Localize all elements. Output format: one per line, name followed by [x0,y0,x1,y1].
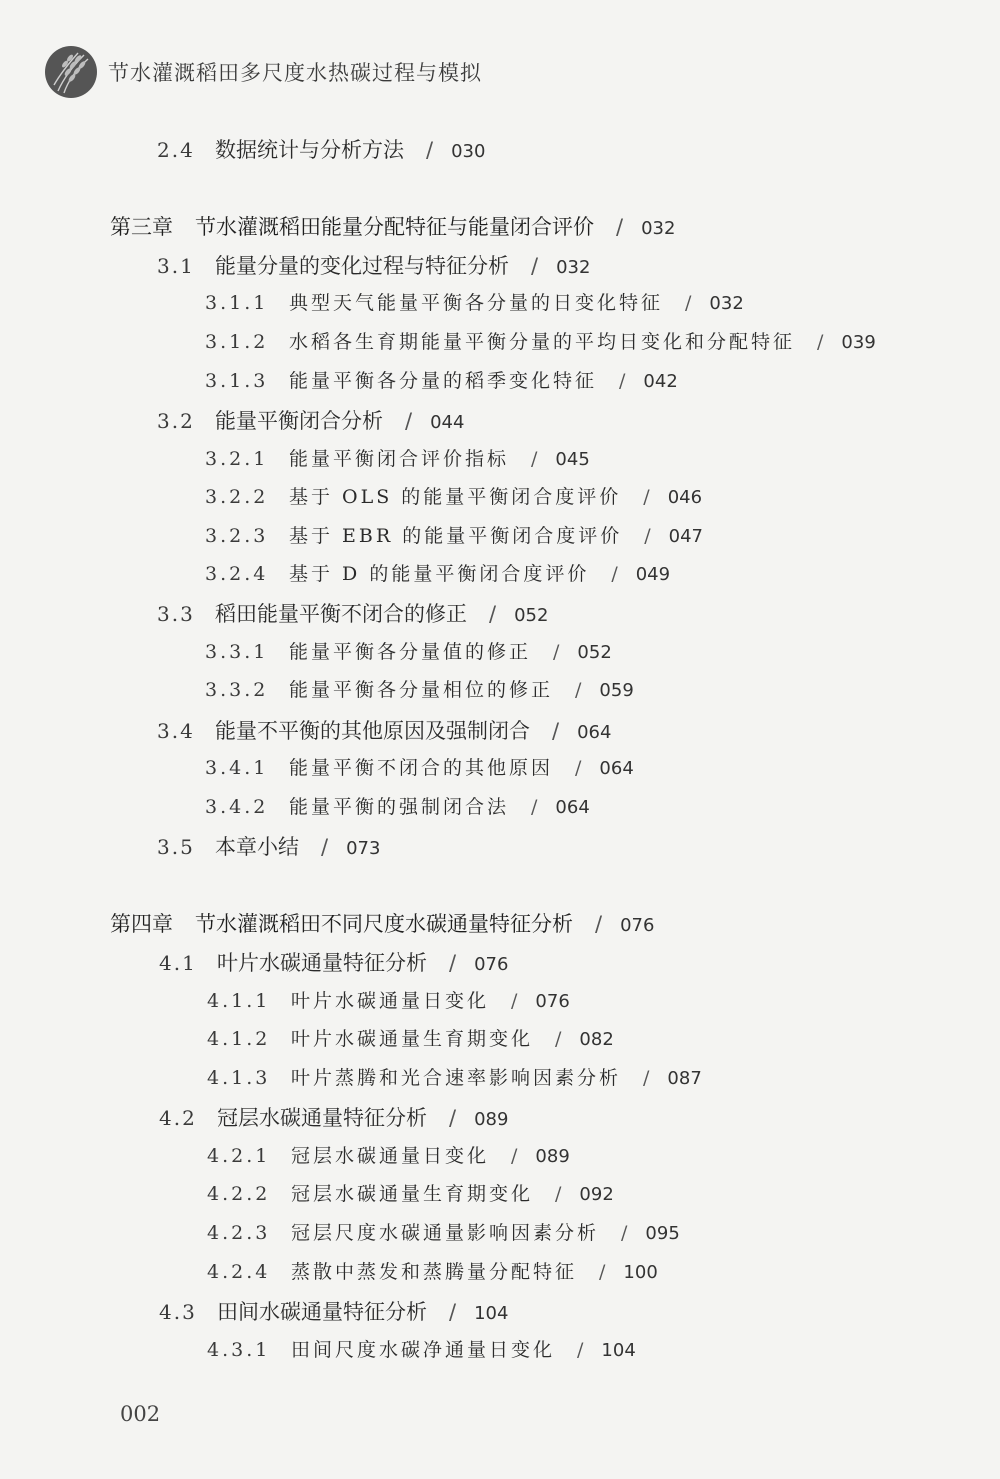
toc-subsection-row[interactable] [207,1179,614,1206]
toc-entry-page: 052 [577,642,612,663]
toc-subsection-row[interactable] [207,1063,702,1090]
toc-entry-title: 稻田能量平衡不闭合的修正 [215,602,467,626]
toc-entry-number: 3.4.2 [205,796,269,818]
toc-entry-separator: / [817,331,824,353]
toc-entry-title: 水稻各生育期能量平衡分量的平均日变化和分配特征 [289,331,796,353]
toc-entry-title: 蒸散中蒸发和蒸腾量分配特征 [291,1261,578,1283]
toc-entry-number: 4.3.1 [207,1339,271,1361]
toc-entry-page: 104 [474,1303,509,1324]
toc-entry-number: 3.2.2 [205,486,269,508]
toc-entry-page: 046 [667,487,703,508]
toc-entry-title: 田间尺度水碳净通量日变化 [291,1339,556,1361]
toc-chapter-row[interactable] [110,211,675,241]
toc-entry-title: 典型天气能量平衡各分量的日变化特征 [289,292,664,314]
toc-entry-page: 045 [555,449,590,470]
toc-subsection-row[interactable] [205,482,702,509]
toc-entry-number: 3.2.1 [205,448,269,470]
toc-entry-title: 能量平衡各分量值的修正 [289,641,532,663]
toc-entry-page: 032 [641,218,676,239]
toc-subsection-row[interactable] [205,444,590,471]
toc-subsection-row[interactable] [205,792,590,819]
toc-entry-title: 节水灌溉稻田不同尺度水碳通量特征分析 [195,912,573,936]
toc-entry-title: 节水灌溉稻田能量分配特征与能量闭合评价 [195,215,594,239]
toc-entry-page: 087 [667,1068,702,1089]
toc-entry-page: 100 [623,1262,658,1283]
toc-entry-number: 第四章 [110,912,173,936]
toc-entry-number: 第三章 [110,215,173,239]
toc-entry-separator: / [575,757,582,779]
toc-entry-title: 能量不平衡的其他原因及强制闭合 [215,719,530,743]
toc-entry-page: 092 [579,1184,614,1205]
toc-entry-title: 能量平衡闭合分析 [215,409,383,433]
toc-section-row[interactable] [157,598,548,628]
toc-entry-separator: / [611,563,618,585]
toc-entry-separator: / [644,525,651,547]
toc-entry-title: 基于 D 的能量平衡闭合度评价 [289,563,590,585]
toc-subsection-row[interactable] [207,1335,636,1362]
toc-entry-number: 4.2.4 [207,1261,271,1283]
toc-entry-page: 032 [556,257,591,278]
toc-entry-page: 044 [430,412,465,433]
toc-entry-separator: / [405,409,413,433]
toc-entry-title: 田间水碳通量特征分析 [217,1300,427,1324]
toc-subsection-row[interactable] [207,1141,570,1168]
toc-entry-title: 能量分量的变化过程与特征分析 [215,254,509,278]
toc-subsection-row[interactable] [207,986,570,1013]
toc-subsection-row[interactable] [205,675,634,702]
toc-section-row[interactable] [159,1296,508,1326]
toc-entry-separator: / [643,486,650,508]
toc-entry-page: 047 [668,526,703,547]
toc-entry-title: 冠层水碳通量生育期变化 [291,1183,534,1205]
toc-entry-number: 4.2.3 [207,1222,271,1244]
toc-section-row[interactable] [157,250,590,280]
toc-entry-title: 能量平衡的强制闭合法 [289,796,510,818]
toc-section-row[interactable] [157,831,380,861]
toc-entry-page: 089 [474,1109,509,1130]
toc-subsection-row[interactable] [205,521,703,548]
toc-entry-separator: / [552,719,560,743]
toc-entry-page: 052 [514,605,549,626]
toc-entry-page: 095 [645,1223,680,1244]
toc-entry-page: 104 [601,1340,636,1361]
toc-entry-separator: / [321,835,329,859]
toc-entry-number: 3.4.1 [205,757,269,779]
toc-entry-page: 076 [620,915,655,936]
toc-entry-title: 能量平衡不闭合的其他原因 [289,757,554,779]
toc-entry-number: 2.4 [157,138,195,162]
toc-section-row[interactable] [159,1102,508,1132]
toc-entry-title: 叶片蒸腾和光合速率影响因素分析 [291,1067,622,1089]
toc-entry-number: 3.2 [157,409,195,433]
toc-entry-title: 能量平衡各分量相位的修正 [289,679,554,701]
toc-subsection-row[interactable] [205,366,678,393]
toc-entry-number: 3.1.3 [205,370,269,392]
toc-entry-number: 4.1.1 [207,990,271,1012]
toc-entry-number: 3.3.2 [205,679,269,701]
toc-entry-title: 叶片水碳通量日变化 [291,990,490,1012]
toc-entry-number: 3.1.2 [205,331,269,353]
toc-subsection-row[interactable] [205,753,634,780]
toc-entry-separator: / [449,1300,457,1324]
book-title: 节水灌溉稻田多尺度水热碳过程与模拟 [108,61,482,85]
toc-entry-number: 3.1 [157,254,195,278]
toc-entry-title: 冠层尺度水碳通量影响因素分析 [291,1222,600,1244]
toc-subsection-row[interactable] [205,637,612,664]
toc-entry-separator: / [511,990,518,1012]
toc-entry-number: 4.1.3 [207,1067,271,1089]
toc-entry-title: 冠层水碳通量特征分析 [217,1106,427,1130]
toc-entry-title: 能量平衡闭合评价指标 [289,448,510,470]
toc-entry-page: 030 [451,141,486,162]
toc-entry-separator: / [531,448,538,470]
toc-entry-separator: / [595,912,603,936]
toc-entry-number: 3.3 [157,602,195,626]
toc-entry-title: 叶片水碳通量生育期变化 [291,1028,534,1050]
toc-entry-separator: / [449,1106,457,1130]
toc-entry-separator: / [616,215,624,239]
toc-entry-page: 076 [474,954,509,975]
toc-entry-separator: / [531,796,538,818]
toc-entry-title: 数据统计与分析方法 [215,138,404,162]
toc-entry-number: 4.1.2 [207,1028,271,1050]
toc-section-row[interactable] [157,405,464,435]
toc-subsection-row[interactable] [207,1218,680,1245]
toc-entry-separator: / [575,679,582,701]
toc-entry-separator: / [577,1339,584,1361]
toc-entry-page: 064 [577,722,612,743]
toc-entry-page: 089 [535,1146,570,1167]
toc-entry-number: 3.1.1 [205,292,269,314]
toc-subsection-row[interactable] [207,1024,614,1051]
toc-entry-separator: / [449,951,457,975]
page-number: 002 [120,1402,161,1426]
toc-entry-separator: / [555,1183,562,1205]
toc-entry-separator: / [599,1261,606,1283]
toc-entry-separator: / [621,1222,628,1244]
toc-subsection-row[interactable] [207,1257,658,1284]
toc-entry-number: 4.3 [159,1300,197,1324]
toc-entry-separator: / [426,138,434,162]
toc-entry-separator: / [553,641,560,663]
toc-entry-page: 064 [555,797,590,818]
toc-entry-number: 3.5 [157,835,195,859]
toc-section-row[interactable] [159,947,508,977]
toc-entry-separator: / [489,602,497,626]
toc-subsection-row[interactable] [205,288,744,315]
toc-entry-separator: / [643,1067,650,1089]
toc-entry-page: 042 [643,371,678,392]
toc-entry-page: 039 [841,332,876,353]
toc-entry-number: 3.4 [157,719,195,743]
toc-entry-separator: / [619,370,626,392]
toc-entry-title: 基于 OLS 的能量平衡闭合度评价 [289,486,622,508]
toc-entry-title: 叶片水碳通量特征分析 [217,951,427,975]
toc-entry-separator: / [531,254,539,278]
toc-chapter-row[interactable] [110,908,654,938]
toc-entry-number: 4.2.1 [207,1145,271,1167]
toc-entry-number: 3.2.4 [205,563,269,585]
toc-entry-page: 076 [535,991,570,1012]
toc-entry-page: 049 [635,564,671,585]
toc-entry-number: 4.1 [159,951,197,975]
toc-entry-page: 082 [579,1029,614,1050]
toc-entry-separator: / [511,1145,518,1167]
toc-subsection-row[interactable] [205,327,876,354]
toc-entry-page: 059 [599,680,634,701]
toc-entry-number: 4.2 [159,1106,197,1130]
toc-entry-number: 3.2.3 [205,525,269,547]
toc-entry-page: 064 [599,758,634,779]
toc-entry-title: 能量平衡各分量的稻季变化特征 [289,370,598,392]
toc-entry-title: 本章小结 [215,835,299,859]
toc-entry-separator: / [685,292,692,314]
toc-entry-separator: / [555,1028,562,1050]
toc-entry-title: 冠层水碳通量日变化 [291,1145,490,1167]
toc-entry-number: 4.2.2 [207,1183,271,1205]
toc-entry-title: 基于 EBR 的能量平衡闭合度评价 [289,525,623,547]
toc-entry-page: 073 [346,838,381,859]
toc-entry-number: 3.3.1 [205,641,269,663]
toc-subsection-row[interactable] [205,559,670,586]
toc-section-row[interactable] [157,715,611,745]
toc-entry-page: 032 [709,293,744,314]
toc-section-row[interactable] [157,134,485,164]
